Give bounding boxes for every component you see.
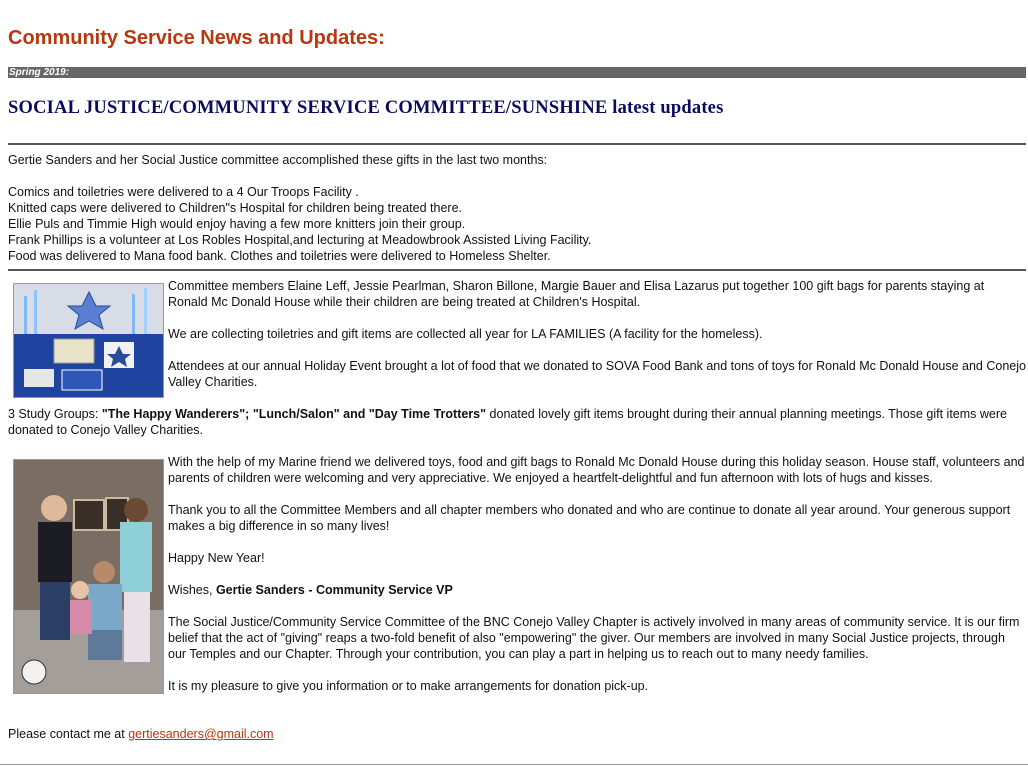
holiday-event-paragraph: Attendees at our annual Holiday Event brought a lot of food that we donated to SOVA Food Bank and tons of toys for Ronald Mc Donald House and Conejo Valley Charities. — [168, 359, 1026, 389]
update-item: Ellie Puls and Timmie High would enjoy having a few more knitters join their group. — [8, 217, 466, 231]
update-item: Frank Phillips is a volunteer at Los Robles Hospital,and lecturing at Meadowbrook Assisted Living Facility. — [8, 233, 592, 247]
contact-line — [8, 726, 1018, 742]
intro-text: Gertie Sanders and her Social Justice committee accomplished these gifts in the last two months: — [8, 153, 548, 167]
update-item: Food was delivered to Mana food bank. Clothes and toiletries were delivered to Homeless Shelter. — [8, 249, 551, 263]
bottom-rule — [0, 764, 1028, 765]
committee-text-block — [168, 278, 1026, 390]
email-link[interactable]: gertiesanders@gmail.com — [128, 727, 274, 741]
study-groups-paragraph — [8, 406, 1026, 438]
signature-line — [168, 582, 1026, 598]
signature-name: Gertie Sanders - Community Service VP — [215, 583, 453, 597]
divider-top — [8, 143, 1026, 145]
thank-you-paragraph: Thank you to all the Committee Members and all chapter members who donated and who are continue to donate all year around. Your generous support makes a big difference in so many lives! — [168, 503, 1011, 533]
marine-friend-paragraph: With the help of my Marine friend we delivered toys, food and gift bags to Ronald Mc Donald House during this holiday season. House staff, volunteers and parents of children were welcoming and very appreciative. We enjoyed a heartfelt-delightful and fun afternoon with lots of hugs and kisses. — [168, 455, 1025, 485]
mission-paragraph: The Social Justice/Community Service Committee of the BNC Conejo Valley Chapter is actively involved in many areas of community service. It is our firm belief that the act of "giving" reaps a two-fold benefit of also "empowering" the giver. Our members are involved in many Social Justice projects, through our Temples and our Chapter. Through your contribution, you can play a part in helping us to reach out to many needy families. — [168, 615, 1020, 661]
page-title: Community Service News and Updates: — [8, 27, 385, 49]
season-bar — [8, 67, 1026, 78]
divider-middle — [8, 269, 1026, 271]
committee-paragraph: Committee members Elaine Leff, Jessie Pearlman, Sharon Billone, Margie Bauer and Elisa Lazarus put together 100 gift bags for parents staying at Ronald Mc Donald House while their children are being treated at Children's Hospital. — [168, 279, 985, 309]
update-item: Comics and toiletries were delivered to a 4 Our Troops Facility . — [8, 185, 359, 199]
volunteers-group-photo — [13, 459, 164, 694]
collection-paragraph: We are collecting toiletries and gift items are collected all year for LA FAMILIES (A facility for the homeless). — [168, 327, 763, 341]
holiday-table-illustration — [14, 284, 163, 397]
signature-prefix: Wishes, — [168, 583, 216, 597]
holiday-table-photo — [13, 283, 164, 398]
section-title: SOCIAL JUSTICE/COMMUNITY SERVICE COMMITTEE/SUNSHINE latest updates — [8, 98, 724, 118]
study-groups-prefix: 3 Study Groups: — [8, 407, 102, 421]
new-year-greeting: Happy New Year! — [168, 551, 265, 565]
contact-prefix: Please contact me at — [8, 727, 129, 741]
update-item: Knitted caps were delivered to Children"s Hospital for children being treated there. — [8, 201, 462, 215]
season-label: Spring 2019: — [9, 67, 70, 78]
volunteers-illustration — [14, 460, 163, 693]
study-groups-names: "The Happy Wanderers"; "Lunch/Salon" and "Day Time Trotters" — [101, 407, 487, 421]
holiday-visit-text-block — [168, 454, 1026, 694]
updates-list — [8, 184, 1018, 264]
pickup-paragraph: It is my pleasure to give you information or to make arrangements for donation pick-up. — [168, 679, 649, 693]
study-groups-suffix: donated lovely gift items brought during their annual planning meetings. Those gift items were donated to Conejo Valley Charities. — [8, 407, 1007, 437]
